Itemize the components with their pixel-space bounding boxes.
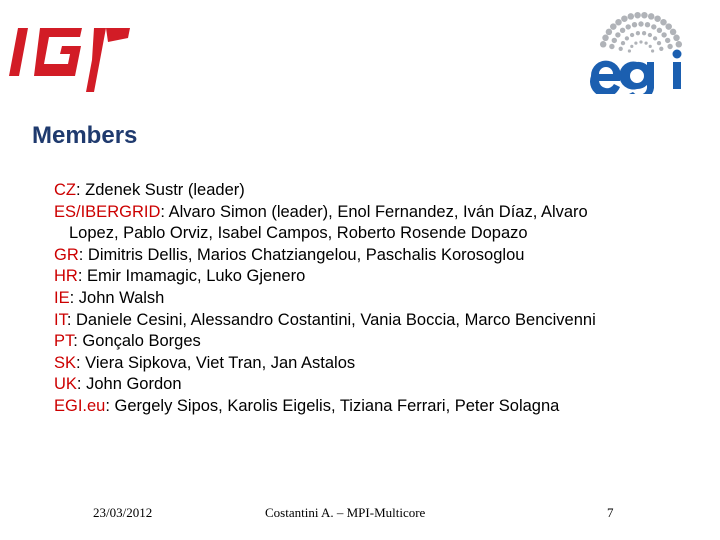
logo-dot [606,29,613,36]
members-list [54,180,694,418]
member-names: Lopez, Pablo Orviz, Isabel Campos, Roberto Rosende Dopazo [69,224,528,243]
logo-dot [600,41,607,48]
logo-dot [648,13,655,20]
logo-dot [661,32,666,37]
logo-dot [667,44,672,49]
member-line-it [54,310,694,332]
member-names: : John Gordon [76,375,182,394]
logo-dot [660,19,667,26]
logo-dot [654,15,661,22]
logo-dot [653,36,657,40]
country-code: SK [54,353,77,372]
country-code: HR [54,267,78,286]
logo-dot [628,49,631,52]
logo-dot [670,29,677,36]
logo-dot [639,40,642,43]
logo-dot [638,21,643,26]
member-line-cz [54,180,694,202]
member-line-egi-eu [54,396,694,418]
igi-logo [8,12,130,92]
logo-dot [657,28,662,33]
country-code: CZ [54,181,76,199]
slide-title: Members [32,122,138,149]
country-code: IT [54,310,67,329]
country-code: ES/IBERGRID [54,202,161,221]
logo-dot [673,35,680,42]
member-names: : Emir Imamagic, Luko Gjenero [77,267,306,286]
logo-dot [634,12,641,19]
member-names: : Zdenek Sustr (leader) [76,181,245,199]
logo-dot [642,31,646,35]
member-names: : Gonçalo Borges [73,332,201,351]
member-names: : John Walsh [69,288,165,307]
logo-dot [615,19,622,26]
logo-dot [621,41,625,45]
footer-date: 23/03/2012 [93,505,153,520]
logo-dot [659,47,663,51]
logo-dot [630,33,634,37]
logo-dot [645,22,650,27]
logo-dot [621,15,628,22]
logo-dot [602,35,609,42]
logo-dot [649,45,652,48]
logo-dot [634,42,637,45]
member-line-uk [54,374,694,396]
member-names: : Gergely Sipos, Karolis Eigelis, Tiziana Ferrari, Peter Solagna [105,396,560,415]
logo-dot [648,33,652,37]
logo-dot [628,13,635,20]
logo-dot [632,22,637,27]
logo-dot [612,38,617,43]
member-names: : Dimitris Dellis, Marios Chatziangelou, Paschalis Korosoglou [78,245,525,264]
logo-dot [645,42,648,45]
member-line-hr [54,266,694,288]
logo-dot [636,31,640,35]
logo-dot [630,45,633,48]
member-names: : Viera Sipkova, Viet Tran, Jan Astalos [76,353,356,372]
logo-dot [610,23,617,30]
logo-dot [626,24,631,29]
member-line-ie [54,288,694,310]
logo-dot [665,38,670,43]
footer-title: Costantini A. – MPI-Multicore [265,505,426,520]
logo-dot [665,23,672,30]
member-line-pt [54,331,694,353]
page-number: 7 [607,505,614,520]
member-names: : Daniele Cesini, Alessandro Costantini, Vania Boccia, Marco Bencivenni [66,310,596,329]
logo-dot [676,41,683,48]
member-line-sk [54,353,694,375]
country-code: PT [54,332,74,351]
logo-dot [651,24,656,29]
member-line-gr [54,245,694,267]
member-names: : Alvaro Simon (leader), Enol Fernandez, Iván Díaz, Alvaro [160,202,588,221]
country-code: UK [54,375,77,394]
egi-logo [585,10,697,94]
logo-dot [609,44,614,49]
logo-dot [641,12,648,19]
logo-dot [625,36,629,40]
country-code: IE [54,288,70,307]
logo-dot [657,41,661,45]
logo-dot [651,49,654,52]
logo-dot [619,47,623,51]
member-line-es-ibergrid-cont [54,223,694,245]
country-code: GR [54,245,79,264]
logo-dot [620,28,625,33]
country-code: EGI.eu [54,396,106,415]
logo-dot [615,32,620,37]
member-line-es-ibergrid [54,202,694,224]
